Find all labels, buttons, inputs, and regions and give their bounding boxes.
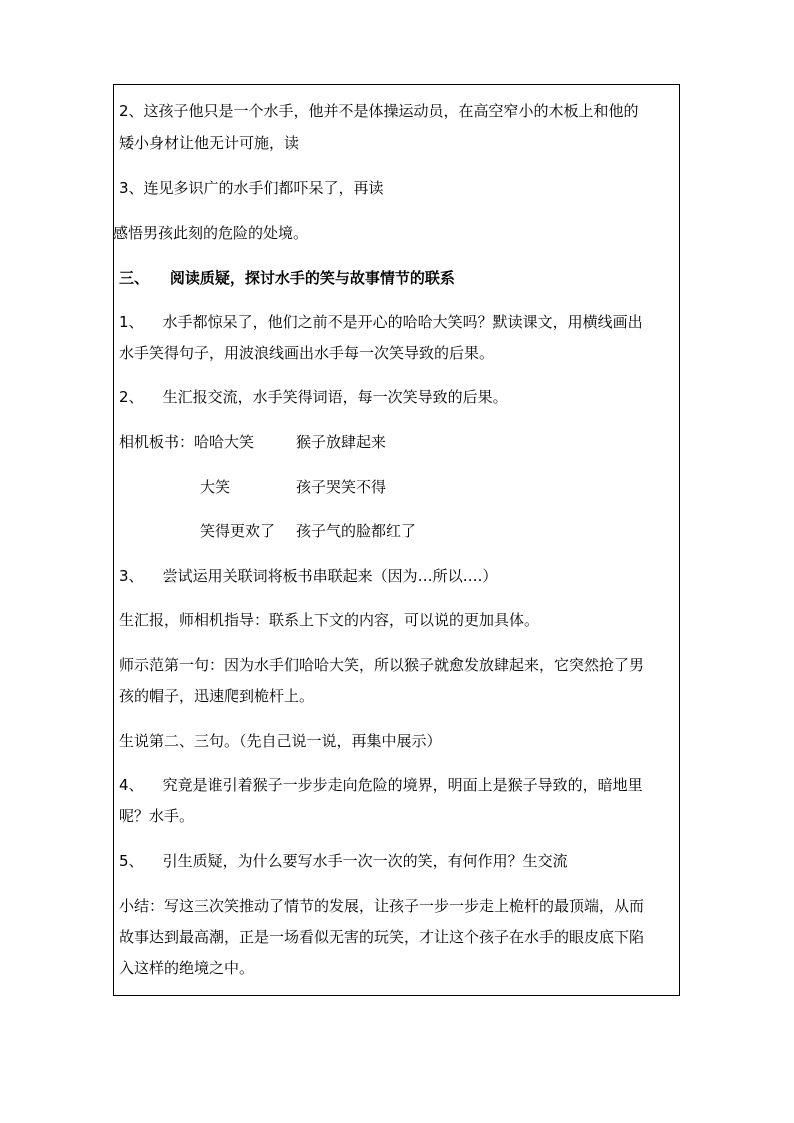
text-line: 故事达到最高潮，正是一场看似无害的玩笑，才让这个孩子在水手的眼皮底下陷 [119,928,645,946]
text-line: 水手笑得句子，用波浪线画出水手每一次笑导致的后果。 [119,344,495,362]
text-line: 3、 尝试运用关联词将板书串联起来（因为…所以….） [119,567,498,585]
text-line: 孩的帽子，迅速爬到桅杆上。 [119,687,315,705]
text-line: 入这样的绝境之中。 [119,959,255,977]
board-result: 孩子哭笑不得 [296,478,387,496]
text-line: 2、这孩子他只是一个水手，他并不是体操运动员，在高空窄小的木板上和他的 [119,102,639,120]
text-line: 呢？水手。 [119,807,195,825]
text-line: 师示范第一句：因为水手们哈哈大笑，所以猴子就愈发放肆起来，它突然抢了男 [119,656,645,674]
board-label: 相机板书：哈哈大笑 [119,433,255,451]
section-heading: 三、 阅读质疑，探讨水手的笑与故事情节的联系 [119,269,455,287]
text-line: 感悟男孩此刻的危险的处境。 [113,224,309,242]
board-item: 笑得更欢了 [200,522,276,540]
text-line: 3、连见多识广的水手们都吓呆了，再读 [119,179,384,197]
text-line: 矮小身材让他无计可施，读 [119,134,300,152]
board-result: 猴子放肆起来 [296,433,387,451]
text-line: 生说第二、三句。（先自己说一说，再集中展示） [119,732,442,750]
text-line: 小结：写这三次笑推动了情节的发展，让孩子一步一步走上桅杆的最顶端，从而 [119,897,645,915]
text-line: 4、 究竟是谁引着猴子一步步走向危险的境界，明面上是猴子导致的，暗地里 [119,776,643,794]
text-line: 生汇报，师相机指导：联系上下文的内容，可以说的更加具体。 [119,611,540,629]
text-line: 5、 引生质疑，为什么要写水手一次一次的笑，有何作用？生交流 [119,852,568,870]
board-result: 孩子气的脸都红了 [296,522,417,540]
text-line: 1、 水手都惊呆了，他们之前不是开心的哈哈大笑吗？默读课文，用横线画出 [119,313,643,331]
text-line: 2、 生汇报交流，水手笑得词语，每一次笑导致的后果。 [119,388,508,406]
board-item: 大笑 [200,478,231,496]
